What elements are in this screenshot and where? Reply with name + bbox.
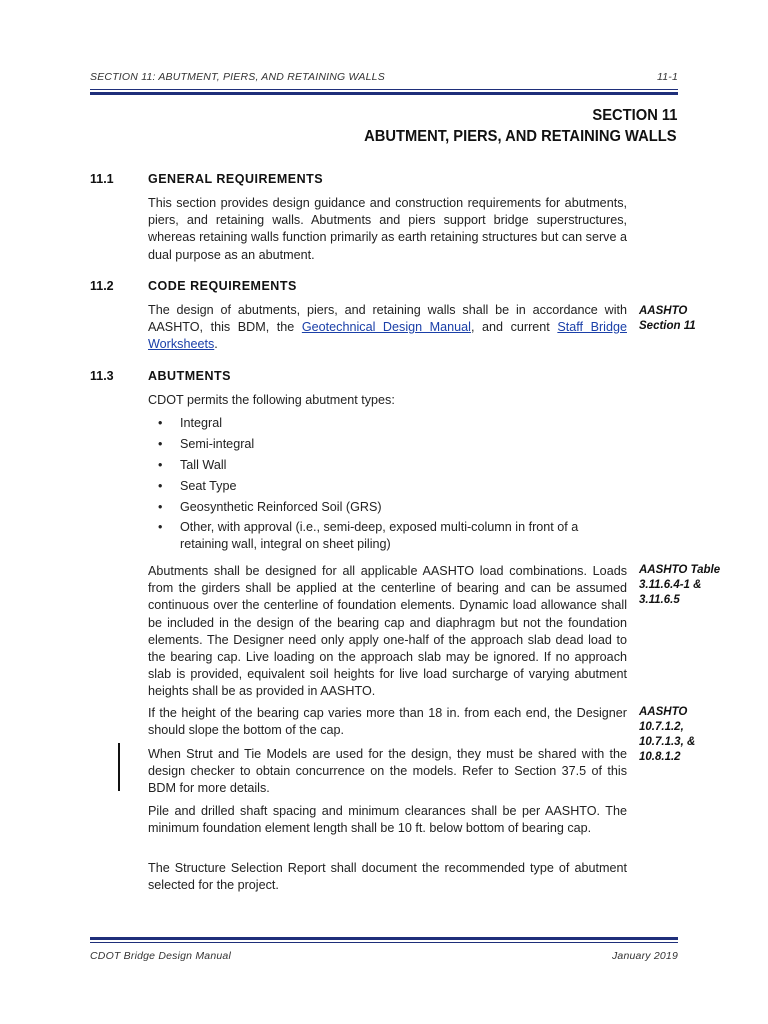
code-req-text-1: The design of abutments, piers, and retaining walls shall be in accordance with AASHTO, this BDM, the bbox=[148, 303, 627, 335]
heading-abutments: ABUTMENTS bbox=[148, 369, 231, 383]
section-title-name: ABUTMENT, PIERS, AND RETAINING WALLS bbox=[364, 128, 677, 145]
heading-general-requirements: GENERAL REQUIREMENTS bbox=[148, 172, 324, 186]
list-item-text: Semi-integral bbox=[180, 436, 255, 451]
revision-change-bar bbox=[118, 743, 120, 791]
abutment-types-list bbox=[158, 415, 628, 557]
margin-note-aashto-10-7 bbox=[639, 705, 695, 765]
bullet-marker: • bbox=[158, 416, 163, 430]
bullet-marker: • bbox=[158, 478, 163, 493]
margin-note-aashto-section-11 bbox=[639, 304, 696, 334]
margin-note-line: AASHTO Table bbox=[639, 564, 721, 576]
list-item-text: Integral bbox=[180, 416, 223, 430]
link-staff-bridge-worksheets[interactable]: Staff Bridge Worksheets bbox=[148, 320, 627, 352]
margin-note-line: AASHTO bbox=[639, 706, 688, 718]
margin-note-line: 3.11.6.4-1 & bbox=[639, 579, 702, 591]
paragraph-load-combinations: Abutments shall be designed for all applicable AASHTO load combinations. Loads from the girders shall be applied at the centerline of bearing and can be assumed continuous over the centerline of foundation elements. Dynamic load allowance shall be included in the design of the bearing cap and diaphragm but not the foundation elements. The Designer need only apply one-half of the approach slab dead load to the bearing cap. Live loading on the approach slab may be ignored. If no approach slab is provided, equivalent soil heights for live load surcharge of varying abutment heights shall be as provided in AASHTO. bbox=[148, 564, 627, 699]
list-item bbox=[158, 457, 628, 474]
paragraph-code-requirements bbox=[148, 302, 627, 354]
heading-number-11-3: 11.3 bbox=[90, 369, 114, 383]
paragraph-strut-and-tie: When Strut and Tie Models are used for the design, they must be shared with the design checker to obtain concurrence on the models. Refer to Section 37.5 of this BDM for more details. bbox=[148, 747, 627, 796]
heading-number-11-2: 11.2 bbox=[90, 279, 114, 293]
list-item bbox=[158, 436, 628, 453]
footer-date: January 2019 bbox=[611, 950, 678, 962]
margin-note-aashto-table bbox=[639, 563, 720, 608]
heading-number-11-1: 11.1 bbox=[90, 172, 114, 186]
bullet-marker: • bbox=[158, 499, 163, 514]
page-number: 11-1 bbox=[656, 71, 678, 83]
code-req-text-3: . bbox=[214, 337, 218, 352]
running-header-title: SECTION 11: ABUTMENT, PIERS, AND RETAINING WALLS bbox=[90, 71, 385, 83]
list-item bbox=[158, 519, 628, 553]
abutment-types-intro: CDOT permits the following abutment types: bbox=[148, 393, 395, 407]
bullet-marker: • bbox=[158, 520, 163, 535]
paragraph-bearing-cap-slope: If the height of the bearing cap varies more than 18 in. from each end, the Designer should slope the bottom of the cap. bbox=[148, 706, 627, 738]
bullet-marker: • bbox=[158, 436, 163, 451]
list-item-text: Geosynthetic Reinforced Soil (GRS) bbox=[180, 499, 382, 514]
heading-code-requirements: CODE REQUIREMENTS bbox=[148, 279, 297, 293]
paragraph-pile-spacing: Pile and drilled shaft spacing and minimum clearances shall be per AASHTO. The minimum foundation element length shall be 10 ft. below bottom of bearing cap. bbox=[148, 804, 627, 836]
list-item bbox=[158, 499, 628, 516]
link-geotechnical-design-manual[interactable]: Geotechnical Design Manual bbox=[301, 320, 471, 335]
footer-rule-thin bbox=[90, 942, 678, 943]
header-rule-thick bbox=[90, 92, 678, 95]
list-item bbox=[158, 478, 628, 495]
footer-rule-thick bbox=[90, 937, 678, 940]
section-title-number: SECTION 11 bbox=[591, 107, 677, 124]
margin-note-line: AASHTO bbox=[639, 305, 688, 317]
list-item bbox=[158, 415, 628, 432]
margin-note-line: 10.8.1.2 bbox=[639, 751, 681, 763]
code-req-text-2: , and current bbox=[470, 320, 558, 335]
list-item-text: Other, with approval (i.e., semi-deep, exposed multi-column in front of a retaining wall, integral on sheet piling) bbox=[180, 520, 579, 552]
footer-manual-title: CDOT Bridge Design Manual bbox=[90, 950, 231, 962]
paragraph-general-requirements: This section provides design guidance and construction requirements for abutments, piers, and retaining walls. Abutments and piers support bridge superstructures, whereas retaining walls function primarily as earth retaining structures but can serve a dual purpose as an abutment. bbox=[148, 196, 627, 262]
list-item-text: Seat Type bbox=[180, 478, 237, 493]
header-rule-thin bbox=[90, 89, 678, 90]
margin-note-line: 3.11.6.5 bbox=[639, 594, 680, 606]
bullet-marker: • bbox=[158, 457, 163, 472]
margin-note-line: Section 11 bbox=[639, 320, 696, 332]
paragraph-structure-selection: The Structure Selection Report shall document the recommended type of abutment selected for the project. bbox=[148, 861, 627, 893]
list-item-text: Tall Wall bbox=[180, 457, 227, 472]
margin-note-line: 10.7.1.3, & bbox=[639, 736, 696, 748]
margin-note-line: 10.7.1.2, bbox=[639, 721, 684, 733]
